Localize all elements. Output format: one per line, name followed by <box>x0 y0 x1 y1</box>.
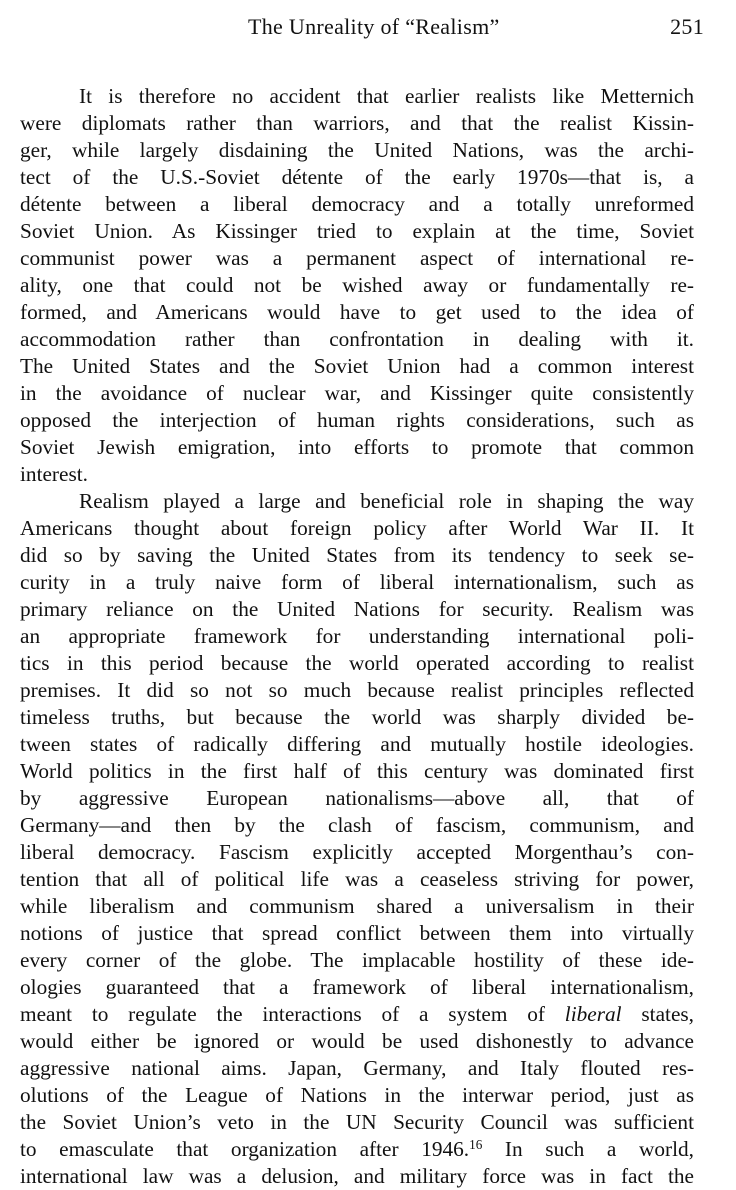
text-line: interest. <box>20 462 89 486</box>
text-line: premises. It did so not so much because realist principles reflected <box>20 678 694 702</box>
text-line: liberal democracy. Fascism explicitly accepted Morgenthau’s con- <box>20 840 694 864</box>
text-line: Soviet Jewish emigration, into efforts to promote that common <box>20 435 694 459</box>
text-line: the Soviet Union’s veto in the UN Security Council was sufficient <box>20 1110 694 1134</box>
text-line: Realism played a large and beneficial role in shaping the way <box>79 489 694 513</box>
text-line: were diplomats rather than warriors, and that the realist Kissin- <box>20 111 694 135</box>
text-line: did so by saving the United States from its tendency to seek se- <box>20 543 694 567</box>
text-line: tect of the U.S.-Soviet détente of the early 1970s—that is, a <box>20 165 694 189</box>
text-line: by aggressive European nationalisms—above all, that of <box>20 786 694 810</box>
text-run: to emasculate that organization after 1946. <box>20 1137 470 1161</box>
text-line: Germany—and then by the clash of fascism, communism, and <box>20 813 694 837</box>
text-line: tween states of radically differing and mutually hostile ideologies. <box>20 732 694 756</box>
text-line: notions of justice that spread conflict between them into virtually <box>20 921 694 945</box>
body-text <box>20 83 694 1190</box>
text-line: ality, one that could not be wished away or fundamentally re- <box>20 273 694 297</box>
text-line: opposed the interjection of human rights considerations, such as <box>20 408 694 432</box>
text-line: Soviet Union. As Kissinger tried to explain at the time, Soviet <box>20 219 694 243</box>
text-line: accommodation rather than confrontation in dealing with it. <box>20 327 694 351</box>
text-line: détente between a liberal democracy and a totally unreformed <box>20 192 694 216</box>
text-line: ger, while largely disdaining the United Nations, was the archi- <box>20 138 694 162</box>
text-line: World politics in the first half of this century was dominated first <box>20 759 694 783</box>
text-line <box>20 1136 694 1163</box>
text-line: primary reliance on the United Nations for security. Realism was <box>20 597 694 621</box>
text-run: meant to regulate the interactions of a system of <box>20 1002 565 1026</box>
text-line: would either be ignored or would be used dishonestly to advance <box>20 1029 694 1053</box>
text-line: Americans thought about foreign policy after World War II. It <box>20 516 694 540</box>
italic-text: liberal <box>564 1002 622 1026</box>
text-line: while liberalism and communism shared a universalism in their <box>20 894 694 918</box>
text-line: tention that all of political life was a ceaseless striving for power, <box>20 867 694 891</box>
text-line: communist power was a permanent aspect of international re- <box>20 246 694 270</box>
text-run: In such a world, <box>482 1137 695 1161</box>
text-line: an appropriate framework for understanding international poli- <box>20 624 694 648</box>
text-line <box>20 1001 694 1028</box>
text-line: It is therefore no accident that earlier realists like Metternich <box>79 84 694 108</box>
text-line: ologies guaranteed that a framework of liberal internationalism, <box>20 975 694 999</box>
page-number: 251 <box>670 14 704 39</box>
text-line: tics in this period because the world operated according to realist <box>20 651 694 675</box>
running-head: The Unreality of “Realism” <box>248 14 500 39</box>
paragraph-2 <box>20 488 694 1190</box>
text-line: every corner of the globe. The implacable hostility of these ide- <box>20 948 694 972</box>
page-header <box>18 6 718 46</box>
paragraph-1 <box>20 83 694 488</box>
text-line: international law was a delusion, and military force was in fact the <box>20 1164 694 1188</box>
text-line: curity in a truly naive form of liberal internationalism, such as <box>20 570 694 594</box>
text-line: timeless truths, but because the world was sharply divided be- <box>20 705 694 729</box>
text-line: in the avoidance of nuclear war, and Kissinger quite consistently <box>20 381 694 405</box>
text-line: aggressive national aims. Japan, Germany, and Italy flouted res- <box>20 1056 694 1080</box>
text-line: olutions of the League of Nations in the interwar period, just as <box>20 1083 694 1107</box>
text-line: The United States and the Soviet Union had a common interest <box>20 354 694 378</box>
text-run: states, <box>621 1002 695 1026</box>
footnote-ref[interactable]: 16 <box>469 1136 483 1152</box>
text-line: formed, and Americans would have to get used to the idea of <box>20 300 694 324</box>
